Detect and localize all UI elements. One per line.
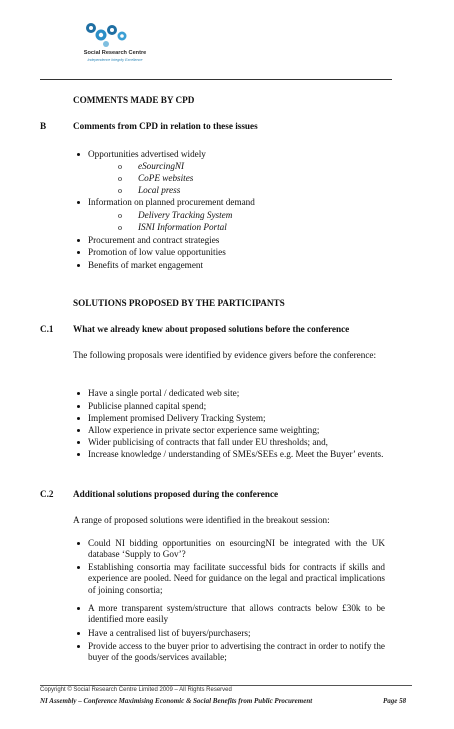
cpd-bullet-4: Promotion of low value opportunities (88, 247, 226, 257)
sub-bullet-circle: o (118, 223, 122, 232)
bullet-dot (77, 392, 80, 395)
solutions-heading: SOLUTIONS PROPOSED BY THE PARTICIPANTS (73, 298, 285, 308)
c1-item-1: Have a single portal / dedicated web site; (88, 388, 240, 398)
bullet-dot (77, 429, 80, 432)
bullet-dot (77, 201, 80, 204)
section-c1-number: C.1 (40, 324, 54, 334)
sub-bullet-circle: o (118, 211, 122, 220)
section-b-title: Comments from CPD in relation to these issues (73, 121, 258, 131)
c2-item-3: A more transparent system/structure that allows contracts below £30k to be identified more easily (88, 603, 385, 625)
footer-copyright: Copyright © Social Research Centre Limited 2009 – All Rights Reserved (40, 687, 232, 693)
c2-item-1: Could NI bidding opportunities on esourcingNI be integrated with the UK database ‘Supply to Gov’? (88, 538, 385, 560)
bullet-dot (77, 405, 80, 408)
c2-item-5: Provide access to the buyer prior to advertising the contract in order to notify the buyer of the goods/services available; (88, 641, 385, 663)
header-rule (40, 79, 392, 80)
bullet-dot (77, 542, 80, 545)
footer-rule (40, 685, 412, 686)
bullet-dot (77, 441, 80, 444)
cpd-sub-1-1: eSourcingNI (138, 161, 185, 171)
footer-page-number: Page 58 (383, 697, 407, 705)
bullet-dot (77, 453, 80, 456)
cpd-sub-1-3: Local press (138, 185, 181, 195)
bullet-dot (77, 566, 80, 569)
logo-mark-icon (76, 22, 154, 50)
c1-item-3: Implement promised Delivery Tracking System; (88, 413, 266, 423)
bullet-dot (77, 153, 80, 156)
cpd-sub-2-2: ISNI Information Portal (138, 222, 227, 232)
cpd-bullet-1: Opportunities advertised widely (88, 149, 206, 159)
bullet-dot (77, 251, 80, 254)
logo-name: Social Research Centre (83, 50, 147, 56)
c1-item-2: Publicise planned capital spend; (88, 401, 207, 411)
c1-item-5: Wider publicising of contracts that fall under EU thresholds; and, (88, 437, 328, 447)
bullet-dot (77, 645, 80, 648)
cpd-sub-1-2: CoPE websites (138, 173, 194, 183)
sub-bullet-circle: o (118, 174, 122, 183)
cpd-bullet-3: Procurement and contract strategies (88, 235, 220, 245)
bullet-dot (77, 264, 80, 267)
c2-item-2: Establishing consortia may facilitate successful bids for contracts if skills and experience are pooled. Need for guidance on the legal and practical implications of joining consortia; (88, 562, 385, 595)
cpd-bullet-5: Benefits of market engagement (88, 260, 204, 270)
bullet-dot (77, 239, 80, 242)
sub-bullet-circle: o (118, 186, 122, 195)
section-c2-title: Additional solutions proposed during the conference (73, 489, 279, 499)
c1-item-4: Allow experience in private sector experience same weighting; (88, 425, 320, 435)
cpd-heading: COMMENTS MADE BY CPD (73, 95, 195, 105)
c2-item-4: Have a centralised list of buyers/purchasers; (88, 628, 251, 638)
cpd-sub-2-1: Delivery Tracking System (138, 210, 233, 220)
footer-document-title: NI Assembly – Conference Maximising Economic & Social Benefits from Public Procurement (40, 697, 313, 705)
social-research-centre-logo (55, 22, 175, 64)
cpd-bullet-2: Information on planned procurement demand (88, 197, 255, 207)
section-c1-title: What we already knew about proposed solutions before the conference (73, 324, 350, 334)
c2-intro: A range of proposed solutions were identified in the breakout session: (73, 515, 330, 525)
section-b-letter: B (40, 121, 47, 131)
c1-intro: The following proposals were identified by evidence givers before the conference: (73, 350, 377, 360)
bullet-dot (77, 607, 80, 610)
bullet-dot (77, 632, 80, 635)
bullet-dot (77, 417, 80, 420)
logo-tagline: Independence Integrity Excellence (87, 58, 143, 62)
c1-item-6: Increase knowledge / understanding of SMEs/SEEs e.g. Meet the Buyer’ events. (88, 449, 384, 459)
sub-bullet-circle: o (118, 162, 122, 171)
section-c2-number: C.2 (40, 489, 54, 499)
